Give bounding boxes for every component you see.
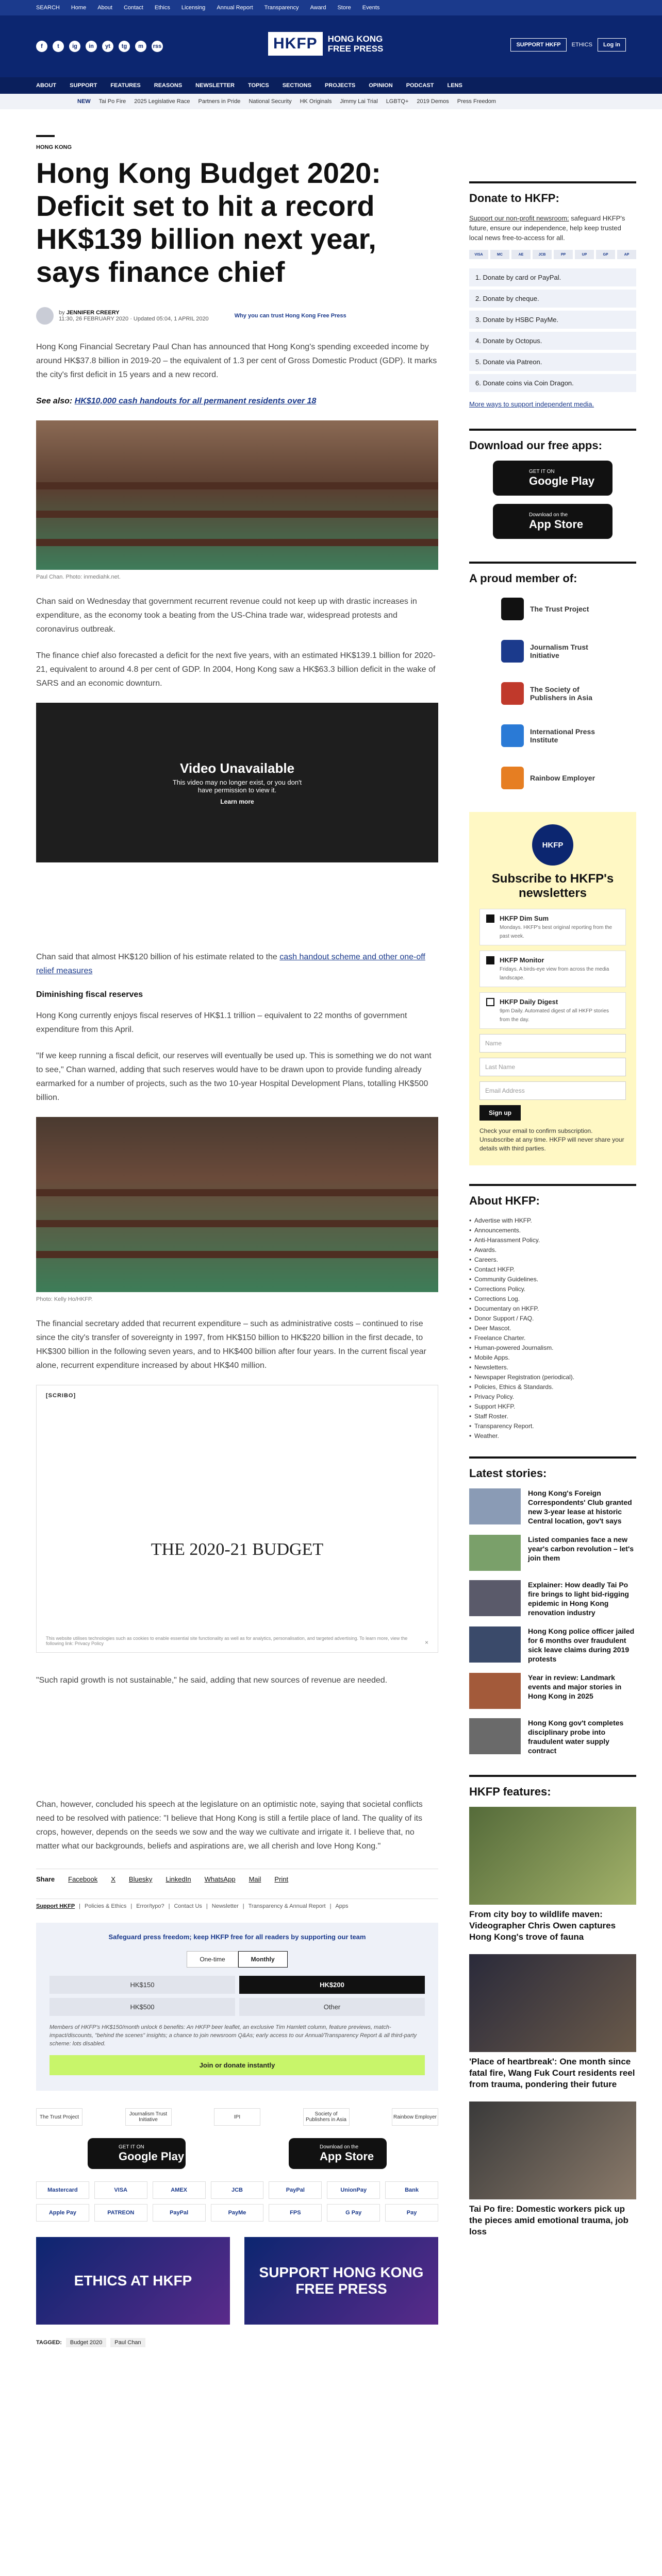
payment-logo: G Pay (327, 2204, 380, 2222)
paragraph-text: Chan said that almost HK$120 billion of his estimate related to the (36, 953, 277, 961)
trending-item[interactable]: Jimmy Lai Trial (340, 98, 378, 105)
see-also-link[interactable]: HK$10,000 cash handouts for all permanent residents over 18 (74, 397, 317, 405)
about-title: About HKFP: (469, 1194, 540, 1207)
partner-logos (36, 2108, 438, 2126)
member-logo[interactable] (501, 762, 604, 793)
latest-stories (469, 1488, 636, 1755)
payment-logo: PP (554, 250, 573, 259)
utility-bar (0, 0, 662, 15)
trending-item[interactable]: National Security (249, 98, 292, 105)
payment-logo: Bank (385, 2181, 438, 2199)
topbar-link-award[interactable]: Award (310, 5, 326, 11)
google-play-badge[interactable] (493, 461, 613, 496)
article-dates: 11:30, 26 FEBRUARY 2020 · Updated 05:04, 1 APRIL 2020 (59, 316, 209, 322)
close-icon[interactable]: × (424, 1639, 428, 1646)
story-item[interactable] (469, 1580, 636, 1617)
member-logo[interactable] (501, 594, 604, 624)
about-link[interactable]: • Careers. (469, 1255, 636, 1265)
trending-item[interactable]: 2019 Demos (417, 98, 449, 105)
payment-logo: AP (617, 250, 636, 259)
sidebar-rule (469, 181, 636, 183)
payment-logo: AE (511, 250, 531, 259)
topbar-link-transparency[interactable]: Transparency (264, 5, 299, 11)
paragraph: Chan, however, concluded his speech at the legislature on an optimistic note, saying that societal conflicts need to be resolved with patience: "I believe that Hong Kong is still a fertile place of land. The quality of its crops, however, depends on the seeds we sow and the way we cultivate and irrigate it. I believe that, no matter what our backgrounds, beliefs and aspirations are, we all cherish and love Hong Kong." (36, 1800, 423, 1851)
share-x[interactable]: X (111, 1875, 115, 1883)
about-link[interactable]: • Newspaper Registration (periodical). (469, 1372, 636, 1382)
see-also-prefix: See also: (36, 397, 73, 405)
trending-item[interactable]: Tai Po Fire (98, 98, 126, 105)
amount-option[interactable]: Other (239, 1998, 425, 2016)
payment-logo: UP (575, 250, 594, 259)
about-link[interactable]: • Corrections Log. (469, 1294, 636, 1304)
payment-logo: Pay (385, 2204, 438, 2222)
topbar-link-events[interactable]: Events (362, 5, 380, 11)
story-title: Explainer: How deadly Tai Po fire brings to light bid-rigging epidemic in Hong Kong renovation industry (528, 1581, 629, 1617)
partner-logo[interactable]: Journalism Trust Initiative (125, 2108, 172, 2126)
contact-link[interactable]: Contact Us (174, 1903, 202, 1909)
see-also (36, 394, 438, 408)
donate-title: Donate to HKFP: (469, 192, 559, 205)
donate-option[interactable]: 4. Donate by Octopus. (469, 332, 636, 350)
about-link[interactable]: • Contact HKFP. (469, 1265, 636, 1275)
topbar-link-ethics[interactable]: Ethics (154, 5, 170, 11)
feature-title: 'Place of heartbreak': One month since fatal fire, Wang Fuk Court residents reel from trauma, pondering their future (469, 2057, 635, 2089)
about-link[interactable]: • Awards. (469, 1245, 636, 1255)
linkedin-icon[interactable]: in (86, 41, 97, 52)
payment-logo: GP (596, 250, 615, 259)
paragraph: Hong Kong currently enjoys fiscal reserves of HK$1.1 trillion – equivalent to 22 months of government expenditure from this April. (36, 1011, 407, 1034)
login-button[interactable]: Log in (598, 38, 626, 52)
member-logo[interactable] (501, 720, 604, 751)
partner-logo[interactable]: The Trust Project (36, 2108, 82, 2126)
topbar-link-about[interactable]: About (97, 5, 112, 11)
payment-logo: PayMe (211, 2204, 264, 2222)
about-link[interactable]: • Freelance Charter. (469, 1333, 636, 1343)
social-links (36, 41, 163, 52)
site-header (0, 15, 662, 77)
story-title: Hong Kong police officer jailed for 6 months over fraudulent sick leave claims during 2019 protests (528, 1627, 635, 1663)
topbar-link-contact[interactable]: Contact (123, 5, 143, 11)
payment-logo: PATREON (94, 2204, 147, 2222)
donate-option[interactable]: 3. Donate by HSBC PayMe. (469, 311, 636, 329)
newsletter-name: HKFP Dim Sum (500, 914, 549, 922)
payment-logo: JCB (533, 250, 552, 259)
payment-logo: Apple Pay (36, 2204, 89, 2222)
donate-lead-link[interactable]: Support our non-profit newsroom: (469, 214, 569, 222)
badge-small-text: GET IT ON (119, 2144, 144, 2150)
nav-item-podcast[interactable]: PODCAST (406, 82, 434, 89)
frequency-toggle (49, 1951, 425, 1968)
story-thumbnail (469, 1673, 521, 1709)
share-linkedin[interactable]: LinkedIn (166, 1875, 191, 1883)
donate-heading: Safeguard press freedom; keep HKFP free for all readers by supporting our team (108, 1933, 366, 1941)
feature-image (469, 2102, 636, 2199)
photo-caption: Photo: Kelly Ho/HKFP. (36, 1296, 93, 1302)
signup-button[interactable]: Sign up (479, 1105, 521, 1121)
cash-handout-link[interactable]: cash handout scheme and other one-off relief measures (36, 953, 425, 975)
about-link[interactable]: • Corrections Policy. (469, 1284, 636, 1294)
payment-logo: VISA (94, 2181, 147, 2199)
about-link[interactable]: • Deer Mascot. (469, 1324, 636, 1333)
toggle-monthly[interactable]: Monthly (238, 1951, 288, 1968)
newsletter-title: Subscribe to HKFP's newsletters (491, 872, 614, 900)
newsletter-link[interactable]: Newsletter (211, 1903, 239, 1909)
about-link[interactable]: • Advertise with HKFP. (469, 1216, 636, 1226)
photo-caption: Paul Chan. Photo: inmediahk.net. (36, 574, 121, 580)
amount-option-selected[interactable]: HK$200 (239, 1976, 425, 1994)
share-facebook[interactable]: Facebook (68, 1875, 98, 1883)
story-item[interactable] (469, 1673, 636, 1709)
story-thumbnail (469, 1488, 521, 1524)
telegram-icon[interactable]: tg (119, 41, 130, 52)
nav-item-projects[interactable]: PROJECTS (324, 82, 356, 89)
sidebar-rule (469, 1184, 636, 1186)
cookie-notice: This website utilises technologies such as cookies to enable essential site functionality as well as for analytics, personalisation, and targeted advertising. To learn more, view the following link: Privacy Policy (46, 1636, 408, 1646)
newsletter-desc: Mondays. HKFP's best original reporting from the past week. (500, 925, 613, 939)
nav-item-features[interactable]: FEATURES (110, 82, 141, 89)
sidebar-rule (469, 1456, 636, 1459)
paragraph: The finance chief also forecasted a deficit for the next five years, with an estimated HK$139.1 billion for 2020-21, equivalent to around 4.8 per cent of GDP. In 2004, Hong Kong saw a HK$63.3 billion deficit in the wake of SARS and an economic downturn. (36, 651, 436, 688)
scribo-title: THE 2020-21 BUDGET (151, 1540, 324, 1559)
newsletter-desc: 9pm Daily. Automated digest of all HKFP stories from the day. (500, 1008, 609, 1023)
policies-link[interactable]: Policies & Ethics (85, 1903, 127, 1909)
topbar-link-store[interactable]: Store (337, 5, 351, 11)
main-nav (0, 77, 662, 94)
support-hkfp-link[interactable]: Support HKFP (36, 1903, 75, 1909)
subheading: Diminishing fiscal reserves (36, 990, 143, 999)
member-name: International Press Institute (530, 727, 595, 744)
scribo-tag: [SCRIBO] (46, 1393, 76, 1399)
feature-image (469, 1807, 636, 1905)
paragraph: Chan said on Wednesday that government recurrent revenue could not keep up with drastic increases in expenditure, as the economy took a beating from the US-China trade war, widespread protests and coronavirus outbreak. (36, 597, 417, 634)
newsletter-signup (469, 812, 636, 1165)
member-name: The Trust Project (530, 605, 589, 613)
article (36, 109, 438, 2347)
donate-option[interactable]: 5. Donate via Patreon. (469, 353, 636, 371)
about-link[interactable]: • Support HKFP. (469, 1402, 636, 1412)
ethics-link[interactable]: ETHICS (571, 42, 592, 48)
trending-item[interactable]: Partners in Pride (198, 98, 241, 105)
article-body (36, 340, 438, 1853)
support-hkfp-button[interactable]: SUPPORT HKFP (510, 38, 566, 52)
story-thumbnail (469, 1580, 521, 1616)
share-print[interactable]: Print (274, 1875, 289, 1883)
donate-options (469, 268, 636, 392)
topbar-link-home[interactable]: Home (71, 5, 87, 11)
about-link[interactable]: • Announcements. (469, 1226, 636, 1235)
share-bar (36, 1869, 438, 1883)
ethics-banner[interactable]: ETHICS AT HKFP (36, 2237, 230, 2325)
story-item[interactable] (469, 1718, 636, 1755)
error-typo-link[interactable]: Error/typo? (136, 1903, 164, 1909)
payment-logo: JCB (211, 2181, 264, 2199)
donate-option[interactable]: 6. Donate coins via Coin Dragon. (469, 374, 636, 392)
donate-benefits: Members of HKFP's HK$150/month unlock 6 benefits: An HKFP beer leaflet, an exclusive Tim Hamlett column, feature previews, match-impact/discounts, "behind the scenes" insights; a chance to join newsroom Q&As; early access to our Annual/Transparency Report & all third-party scheme: lots disabled. (49, 2024, 417, 2047)
feature-image (469, 1954, 636, 2052)
about-link[interactable]: • Community Guidelines. (469, 1275, 636, 1284)
about-link[interactable]: • Mobile Apps. (469, 1353, 636, 1363)
last-name-input[interactable]: Last Name (479, 1058, 626, 1076)
nav-item-lens[interactable]: LENS (447, 82, 462, 89)
donate-option[interactable]: 2. Donate by cheque. (469, 290, 636, 308)
video-text: This video may no longer exist, or you don't have permission to view it. (172, 778, 302, 794)
payment-logo: PayPal (269, 2181, 322, 2199)
story-title: Listed companies face a new year's carbon revolution – let's join them (528, 1535, 634, 1562)
byline (36, 307, 438, 325)
about-link[interactable]: • Transparency Report. (469, 1421, 636, 1431)
tag-link[interactable]: Budget 2020 (66, 2338, 106, 2347)
trending-item[interactable]: HK Originals (300, 98, 332, 105)
nav-item-newsletter[interactable]: NEWSLETTER (195, 82, 235, 89)
newsletter-name: HKFP Daily Digest (500, 998, 558, 1006)
nav-item-opinion[interactable]: OPINION (369, 82, 393, 89)
trending-item[interactable]: LGBTQ+ (386, 98, 409, 105)
badge-large-text: Google Play (529, 474, 595, 487)
amount-options (49, 1976, 425, 2016)
about-link[interactable]: • Newsletters. (469, 1363, 636, 1372)
sidebar-rule (469, 562, 636, 564)
apps-title: Download our free apps: (469, 439, 602, 452)
nav-item-about[interactable]: ABOUT (36, 82, 57, 89)
badge-large-text: App Store (320, 2149, 374, 2163)
nav-item-topics[interactable]: TOPICS (247, 82, 269, 89)
header-actions (510, 38, 626, 52)
partner-logo[interactable]: Society of Publishers in Asia (303, 2108, 350, 2126)
support-banner[interactable]: SUPPORT HONG KONG FREE PRESS (244, 2237, 438, 2325)
checkbox-checked[interactable] (486, 956, 494, 964)
features-title: HKFP features: (469, 1785, 551, 1798)
more-ways-link[interactable]: More ways to support independent media. (469, 400, 594, 408)
article-tags (36, 2338, 438, 2347)
newsletter-desc: Fridays. A birds-eye view from across the media landscape. (500, 967, 609, 981)
nav-item-support[interactable]: SUPPORT (70, 82, 97, 89)
payment-logo: AMEX (153, 2181, 206, 2199)
nav-item-sections[interactable]: SECTIONS (282, 82, 311, 89)
nav-item-reasons[interactable]: REASONS (154, 82, 183, 89)
tags-label: TAGGED: (36, 2340, 62, 2346)
sidebar-rule (469, 1775, 636, 1777)
paragraph: "Such rapid growth is not sustainable," he said, adding that new sources of revenue are needed. (36, 1676, 388, 1685)
member-logo[interactable] (501, 636, 604, 667)
story-title: Hong Kong gov't completes disciplinary probe into fraudulent water supply contract (528, 1719, 624, 1755)
badge-small-text: GET IT ON (529, 468, 555, 474)
photo-paul-chan (36, 420, 438, 570)
about-link[interactable]: • Donor Support / FAQ. (469, 1314, 636, 1324)
payment-logo: VISA (469, 250, 488, 259)
newsletter-option[interactable] (479, 992, 626, 1029)
story-thumbnail (469, 1535, 521, 1571)
payment-logo: MC (490, 250, 509, 259)
member-title: A proud member of: (469, 572, 577, 585)
paragraph: Hong Kong Financial Secretary Paul Chan has announced that Hong Kong's spending exceeded income by around HK$37.8 billion in 2019-20 – the equivalent of 1.3 per cent of Gross Domestic Product (GDP). It marks the city's first deficit in 15 years and a new record. (36, 343, 437, 379)
about-link[interactable]: • Human-powered Journalism. (469, 1343, 636, 1353)
app-store-badges (36, 2138, 438, 2169)
about-link[interactable]: • Privacy Policy. (469, 1392, 636, 1402)
jti-icon (501, 640, 524, 663)
kicker-rule (36, 135, 55, 137)
newsletter-option[interactable] (479, 951, 626, 987)
about-link[interactable]: • Anti-Harassment Policy. (469, 1235, 636, 1245)
youtube-icon[interactable]: yt (102, 41, 113, 52)
story-thumbnail (469, 1626, 521, 1663)
amount-option[interactable]: HK$500 (49, 1998, 235, 2016)
author-avatar (36, 307, 54, 325)
feature-title: Tai Po fire: Domestic workers pick up the pieces amid emotional trauma, job loss (469, 2204, 628, 2236)
video-learn-more[interactable]: Learn more (220, 798, 254, 805)
story-item[interactable] (469, 1535, 636, 1571)
scribo-embed[interactable] (36, 1385, 438, 1653)
story-title: Hong Kong's Foreign Correspondents' Club granted new 3-year lease at historic Central location, gov't says (528, 1489, 632, 1525)
badge-large-text: App Store (529, 517, 584, 531)
google-play-badge[interactable] (88, 2138, 186, 2169)
x-icon[interactable]: t (53, 41, 64, 52)
trust-project-icon (501, 598, 524, 620)
payment-logo: Mastercard (36, 2181, 89, 2199)
trending-item[interactable]: 2025 Legislative Race (134, 98, 190, 105)
join-donate-button[interactable]: Join or donate instantly (49, 2055, 425, 2075)
donate-widget (36, 1923, 438, 2091)
about-link[interactable]: • Staff Roster. (469, 1412, 636, 1421)
member-name: The Society of Publishers in Asia (530, 685, 592, 702)
author-prefix: by (59, 310, 65, 316)
feature-item[interactable] (469, 1807, 636, 1943)
why-trust-link[interactable]: Why you can trust Hong Kong Free Press (234, 313, 346, 319)
payment-methods (36, 2181, 438, 2222)
trending-bar (0, 94, 662, 109)
share-mail[interactable]: Mail (249, 1875, 261, 1883)
topbar-link-search[interactable]: SEARCH (36, 5, 60, 11)
promo-banners (36, 2237, 438, 2325)
story-item[interactable] (469, 1488, 636, 1526)
checkbox[interactable] (486, 998, 494, 1006)
amount-option[interactable]: HK$150 (49, 1976, 235, 1994)
newsletter-option[interactable] (479, 909, 626, 945)
sidebar (469, 109, 636, 2347)
story-item[interactable] (469, 1626, 636, 1664)
sidebar-app-badges (469, 461, 636, 539)
trending-label: NEW (77, 98, 91, 105)
article-title: Hong Kong Budget 2020: Deficit set to hit a record HK$139 billion next year, says finance chief (36, 157, 381, 288)
paragraph: "If we keep running a fiscal deficit, our reserves will eventually be used up. This is something we do not want to see," Chan warned, adding that such reserves would have to be drawn upon to provide funding already earmarked for a number of projects, such as the two 10-year Hospital Development Plans, totalling HK$500 billion. (36, 1052, 432, 1102)
sopa-icon (501, 682, 524, 705)
tag-link[interactable]: Paul Chan (110, 2338, 145, 2347)
app-store-badge[interactable] (493, 504, 613, 539)
newsletter-name: HKFP Monitor (500, 956, 544, 964)
latest-title: Latest stories: (469, 1467, 547, 1480)
story-title: Year in review: Landmark events and major stories in Hong Kong in 2025 (528, 1673, 622, 1700)
payment-logo: PayPal (153, 2204, 206, 2222)
ipi-icon (501, 724, 524, 747)
apps-link[interactable]: Apps (335, 1903, 349, 1909)
about-links (469, 1216, 636, 1441)
about-link[interactable]: • Policies, Ethics & Standards. (469, 1382, 636, 1392)
newsletter-fine-print: Check your email to confirm subscription. Unsubscribe at any time. HKFP will never share your details with third parties. (479, 1127, 624, 1152)
donate-option[interactable]: 1. Donate by card or PayPal. (469, 268, 636, 286)
badge-small-text: Download on the (320, 2144, 359, 2150)
share-whatsapp[interactable]: WhatsApp (204, 1875, 236, 1883)
video-title: Video Unavailable (179, 760, 295, 776)
about-link[interactable]: • Documentary on HKFP. (469, 1304, 636, 1314)
member-logo[interactable] (501, 678, 604, 709)
author-name[interactable]: JENNIFER CREERY (66, 310, 120, 316)
donate-lead (469, 213, 636, 243)
transparency-link[interactable]: Transparency & Annual Report (248, 1903, 326, 1909)
about-link[interactable]: • Weather. (469, 1431, 636, 1441)
partner-logo[interactable]: Rainbow Employer (392, 2108, 438, 2126)
feature-item[interactable] (469, 1954, 636, 2090)
logo-name: HONG KONG FREE PRESS (327, 34, 384, 54)
rainbow-icon (501, 767, 524, 789)
mail-icon[interactable]: m (135, 41, 146, 52)
badge-small-text: Download on the (529, 512, 568, 518)
member-name: Rainbow Employer (530, 774, 595, 782)
sidebar-rule (469, 429, 636, 431)
trending-item[interactable]: Press Freedom (457, 98, 496, 105)
hkfp-badge: HKFP (532, 824, 573, 866)
feature-item[interactable] (469, 2102, 636, 2238)
site-logo[interactable] (268, 32, 385, 56)
feature-title: From city boy to wildlife maven: Videographer Chris Owen captures Hong Kong's trove of fauna (469, 1909, 616, 1942)
checkbox-checked[interactable] (486, 914, 494, 923)
topbar-link-licensing[interactable]: Licensing (181, 5, 206, 11)
rss-icon[interactable]: rss (152, 41, 163, 52)
article-footer-links: Support HKFP | Policies & Ethics | Error/typo? | Contact Us | Newsletter | Transparency & Annual Report | Apps (36, 1899, 438, 1909)
story-thumbnail (469, 1718, 521, 1754)
paragraph (36, 950, 438, 978)
facebook-icon[interactable]: f (36, 41, 47, 52)
logo-mark: HKFP (268, 32, 323, 56)
about-section (469, 1184, 636, 1441)
toggle-one-time[interactable]: One-time (187, 1951, 238, 1968)
member-logos (469, 594, 636, 793)
instagram-icon[interactable]: ig (69, 41, 80, 52)
article-kicker[interactable]: HONG KONG (36, 144, 72, 150)
app-store-badge[interactable] (289, 2138, 387, 2169)
video-embed[interactable] (36, 703, 438, 862)
member-name: Journalism Trust Initiative (530, 643, 588, 659)
share-label: Share (36, 1875, 55, 1883)
first-name-input[interactable]: Name (479, 1034, 626, 1053)
sidebar-payment-logos (469, 250, 636, 259)
donate-lead-text: safeguard HKFP's future, ensure our independence, help keep trusted local news free-to-access for all. (469, 214, 625, 242)
partner-logo[interactable]: IPI (214, 2108, 260, 2126)
topbar-link-annual-report[interactable]: Annual Report (217, 5, 253, 11)
email-input[interactable]: Email Address (479, 1081, 626, 1100)
photo-legco (36, 1117, 438, 1292)
payment-logo: FPS (269, 2204, 322, 2222)
payment-logo: UnionPay (327, 2181, 380, 2199)
share-bluesky[interactable]: Bluesky (128, 1875, 153, 1883)
badge-large-text: Google Play (119, 2149, 185, 2163)
paragraph: The financial secretary added that recurrent expenditure – such as administrative costs – continued to rise since the city's transfer of sovereignty in 1997, from HK$150 billion to HK$220 billion in the first decade, to HK$300 billion in the following seven years, and to HK$400 billion after four years. In the current fiscal year alone, recurrent expenditure increased by about HK$40 million. (36, 1319, 426, 1370)
